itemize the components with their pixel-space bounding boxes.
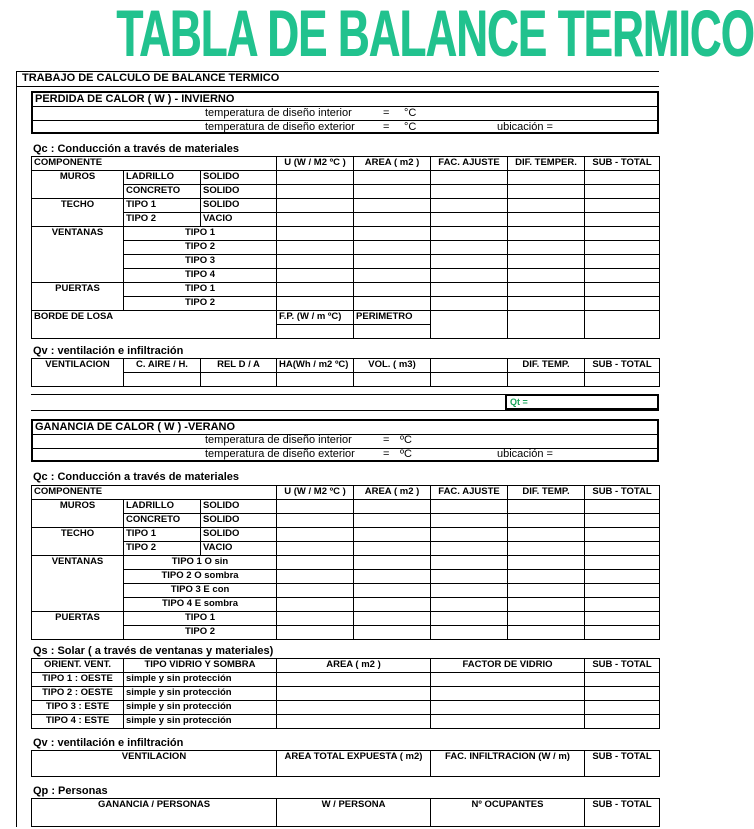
techo-label: TECHO [32, 199, 124, 213]
blank-cell [32, 570, 124, 584]
input-cell[interactable] [431, 373, 508, 387]
blank-cell [32, 297, 124, 311]
ventilacion-header: VENTILACION [32, 359, 124, 373]
input-cell[interactable] [508, 283, 585, 297]
input-cell[interactable] [354, 325, 431, 339]
input-cell[interactable] [354, 598, 431, 612]
blank-cell [32, 255, 124, 269]
input-cell[interactable] [354, 185, 431, 199]
input-cell[interactable] [431, 311, 508, 325]
solido-cell: SOLIDO [201, 185, 277, 199]
winter-temp-exterior: temperatura de diseño exterior [205, 121, 355, 133]
input-cell[interactable] [508, 612, 585, 626]
orient-cell: TIPO 3 : ESTE [32, 701, 124, 715]
winter-heading: PERDIDA DE CALOR ( W ) - INVIERNO [35, 93, 235, 105]
dif-temp-header: DIF. TEMP. [508, 359, 585, 373]
ventanas-label: VENTANAS [32, 227, 124, 241]
area-header: AREA ( m2 ) [354, 486, 431, 500]
equals-sign: = [383, 434, 390, 446]
input-cell[interactable] [431, 626, 508, 640]
solido-cell: SOLIDO [201, 199, 277, 213]
input-cell[interactable] [508, 570, 585, 584]
equals-sign: = [383, 107, 390, 119]
input-cell[interactable] [585, 311, 660, 325]
input-cell[interactable] [277, 227, 354, 241]
input-cell[interactable] [585, 584, 660, 598]
input-cell[interactable] [508, 626, 585, 640]
input-cell[interactable] [277, 269, 354, 283]
input-cell[interactable] [508, 598, 585, 612]
input-cell[interactable] [508, 528, 585, 542]
winter-temp-interior: temperatura de diseño interior [205, 107, 352, 119]
input-cell[interactable] [431, 269, 508, 283]
unit-label: °C [404, 121, 417, 133]
concreto-cell: CONCRETO [124, 185, 201, 199]
perimetro-header: PERIMETRO [354, 311, 431, 325]
input-cell[interactable] [585, 570, 660, 584]
input-cell[interactable] [431, 283, 508, 297]
summer-heading: GANANCIA DE CALOR ( W ) -VERANO [35, 421, 236, 433]
input-cell[interactable] [508, 255, 585, 269]
input-cell[interactable] [354, 612, 431, 626]
input-cell[interactable] [354, 283, 431, 297]
unit-label: ºC [400, 434, 412, 446]
input-cell[interactable] [585, 213, 660, 227]
qs-title: Qs : Solar ( a través de ventanas y materiales) [33, 645, 274, 657]
puertas-label: PUERTAS [32, 283, 124, 297]
muros-label: MUROS [32, 171, 124, 185]
tipo1-cell: TIPO 1 [124, 612, 277, 626]
input-cell[interactable] [354, 297, 431, 311]
input-cell[interactable] [354, 171, 431, 185]
input-cell[interactable] [431, 185, 508, 199]
input-cell[interactable] [431, 673, 585, 687]
input-cell[interactable] [431, 500, 508, 514]
tipo2-cell: TIPO 2 [124, 241, 277, 255]
input-cell[interactable] [431, 171, 508, 185]
glass-type-cell: simple y sin protección [124, 687, 277, 701]
input-cell[interactable] [431, 598, 508, 612]
orient-header: ORIENT. VENT. [32, 659, 124, 673]
ha-header: HA(Wh / m2 ºC) [277, 359, 354, 373]
subtotal-header: SUB - TOTAL [585, 659, 660, 673]
input-cell[interactable] [354, 570, 431, 584]
worksheet-title: TRABAJO DE CALCULO DE BALANCE TERMICO [22, 72, 280, 84]
input-cell[interactable] [277, 687, 431, 701]
input-cell[interactable] [354, 255, 431, 269]
blank-cell [32, 626, 124, 640]
ladrillo-cell: LADRILLO [124, 171, 201, 185]
summer-temp-exterior: temperatura de diseño exterior [205, 448, 355, 460]
solido-cell: SOLIDO [201, 514, 277, 528]
blank-cell [32, 241, 124, 255]
input-cell[interactable] [277, 185, 354, 199]
input-cell[interactable] [508, 514, 585, 528]
input-cell[interactable] [277, 556, 354, 570]
blank-cell [32, 514, 124, 528]
qp-title: Qp : Personas [33, 785, 108, 797]
people-table [31, 798, 660, 827]
input-cell[interactable] [431, 297, 508, 311]
input-cell[interactable] [585, 542, 660, 556]
input-cell[interactable] [431, 213, 508, 227]
window-type-cell: TIPO 4 E sombra [124, 598, 277, 612]
input-cell[interactable] [431, 701, 585, 715]
blank-cell [32, 185, 124, 199]
glass-type-cell: simple y sin protección [124, 673, 277, 687]
input-cell[interactable] [431, 241, 508, 255]
input-cell[interactable] [585, 673, 660, 687]
input-cell[interactable] [508, 500, 585, 514]
input-cell[interactable] [431, 715, 585, 729]
vol-header: VOL. ( m3) [354, 359, 431, 373]
tipo-vidrio-header: TIPO VIDRIO Y SOMBRA [124, 659, 277, 673]
blank-cell [32, 373, 124, 387]
input-cell[interactable] [508, 213, 585, 227]
blank-cell [32, 584, 124, 598]
input-cell[interactable] [277, 255, 354, 269]
glass-type-cell: simple y sin protección [124, 701, 277, 715]
input-cell[interactable] [354, 514, 431, 528]
equals-sign: = [383, 448, 390, 460]
input-cell[interactable] [354, 213, 431, 227]
ganancia-header: GANANCIA / PERSONAS [32, 799, 277, 827]
fac-infiltracion-header: FAC. INFILTRACION (W / m) [431, 751, 585, 777]
caire-header: C. AIRE / H. [124, 359, 201, 373]
winter-ventilation-table [31, 358, 660, 387]
winter-qv-title: Qv : ventilación e infiltración [33, 345, 184, 357]
blank-cell [32, 325, 277, 339]
input-cell[interactable] [354, 227, 431, 241]
window-type-cell: TIPO 1 O sin [124, 556, 277, 570]
window-type-cell: TIPO 3 E con [124, 584, 277, 598]
input-cell[interactable] [354, 528, 431, 542]
input-cell[interactable] [431, 528, 508, 542]
unit-label: °C [404, 107, 417, 119]
tipo2-cell: TIPO 2 [124, 542, 201, 556]
input-cell[interactable] [277, 598, 354, 612]
subtotal-header: SUB - TOTAL [585, 157, 660, 171]
subtotal-header: SUB - TOTAL [585, 359, 660, 373]
input-cell[interactable] [585, 297, 660, 311]
summer-qv-title: Qv : ventilación e infiltración [33, 737, 184, 749]
input-cell[interactable] [585, 598, 660, 612]
tipo1-cell: TIPO 1 [124, 528, 201, 542]
summer-ventilation-table [31, 750, 660, 777]
input-cell[interactable] [124, 373, 201, 387]
input-cell[interactable] [431, 612, 508, 626]
input-cell[interactable] [277, 199, 354, 213]
orient-cell: TIPO 1 : OESTE [32, 673, 124, 687]
area-expuesta-header: AREA TOTAL EXPUESTA ( m2) [277, 751, 431, 777]
input-cell[interactable] [585, 687, 660, 701]
tipo1-cell: TIPO 1 [124, 227, 277, 241]
input-cell[interactable] [431, 255, 508, 269]
subtotal-header: SUB - TOTAL [585, 486, 660, 500]
orient-cell: TIPO 4 : ESTE [32, 715, 124, 729]
location-label: ubicación = [497, 121, 553, 133]
input-cell[interactable] [277, 673, 431, 687]
input-cell[interactable] [431, 514, 508, 528]
input-cell[interactable] [277, 171, 354, 185]
input-cell[interactable] [277, 542, 354, 556]
area-header: AREA ( m2 ) [277, 659, 431, 673]
input-cell[interactable] [431, 570, 508, 584]
unit-label: ºC [400, 448, 412, 460]
page-title: TABLA DE BALANCE TERMICO [116, 0, 754, 70]
winter-qc-title: Qc : Conducción a través de materiales [33, 143, 240, 155]
w-persona-header: W / PERSONA [277, 799, 431, 827]
componente-header: COMPONENTE [32, 486, 277, 500]
input-cell[interactable] [277, 528, 354, 542]
input-cell[interactable] [585, 255, 660, 269]
muros-label: MUROS [32, 500, 124, 514]
input-cell[interactable] [431, 199, 508, 213]
ocupantes-header: Nº OCUPANTES [431, 799, 585, 827]
ladrillo-cell: LADRILLO [124, 500, 201, 514]
tipo2-cell: TIPO 2 [124, 213, 201, 227]
orient-cell: TIPO 2 : OESTE [32, 687, 124, 701]
subtotal-header: SUB - TOTAL [585, 799, 660, 827]
fac-ajuste-header: FAC. AJUSTE [431, 486, 508, 500]
concreto-cell: CONCRETO [124, 514, 201, 528]
summer-qc-title: Qc : Conducción a través de materiales [33, 471, 240, 483]
input-cell[interactable] [508, 311, 585, 325]
qt-total[interactable]: Qt = [505, 394, 659, 410]
left-border [16, 71, 17, 827]
input-cell[interactable] [354, 542, 431, 556]
input-cell[interactable] [508, 241, 585, 255]
summer-temp-interior: temperatura de diseño interior [205, 434, 352, 446]
puertas-label: PUERTAS [32, 612, 124, 626]
solar-table [31, 658, 660, 729]
tipo2-cell: TIPO 2 [124, 297, 277, 311]
vacio-cell: VACIO [201, 542, 277, 556]
ventilacion-header: VENTILACION [32, 751, 277, 777]
input-cell[interactable] [508, 227, 585, 241]
input-cell[interactable] [585, 373, 660, 387]
input-cell[interactable] [585, 185, 660, 199]
input-cell[interactable] [277, 701, 431, 715]
input-cell[interactable] [508, 297, 585, 311]
input-cell[interactable] [277, 241, 354, 255]
blank-cell [32, 542, 124, 556]
input-cell[interactable] [508, 325, 585, 339]
ventanas-label: VENTANAS [32, 556, 124, 570]
location-label: ubicación = [497, 448, 553, 460]
techo-label: TECHO [32, 528, 124, 542]
input-cell[interactable] [585, 556, 660, 570]
input-cell[interactable] [277, 584, 354, 598]
input-cell[interactable] [354, 241, 431, 255]
area-header: AREA ( m2 ) [354, 157, 431, 171]
solido-cell: SOLIDO [201, 171, 277, 185]
input-cell[interactable] [277, 514, 354, 528]
input-cell[interactable] [277, 500, 354, 514]
u-header: U (W / M2 ºC ) [277, 157, 354, 171]
subtotal-header: SUB - TOTAL [585, 751, 660, 777]
input-cell[interactable] [585, 500, 660, 514]
window-type-cell: TIPO 2 O sombra [124, 570, 277, 584]
input-cell[interactable] [277, 715, 431, 729]
rel-header: REL D / A [201, 359, 277, 373]
input-cell[interactable] [277, 297, 354, 311]
input-cell[interactable] [585, 269, 660, 283]
input-cell[interactable] [431, 584, 508, 598]
u-header: U (W / M2 ºC ) [277, 486, 354, 500]
input-cell[interactable] [508, 185, 585, 199]
input-cell[interactable] [508, 199, 585, 213]
input-cell[interactable] [354, 584, 431, 598]
input-cell[interactable] [508, 542, 585, 556]
input-cell[interactable] [277, 626, 354, 640]
tipo1-cell: TIPO 1 [124, 283, 277, 297]
input-cell[interactable] [431, 542, 508, 556]
input-cell[interactable] [277, 373, 354, 387]
input-cell[interactable] [354, 199, 431, 213]
input-cell[interactable] [354, 269, 431, 283]
solido-cell: SOLIDO [201, 500, 277, 514]
glass-type-cell: simple y sin protección [124, 715, 277, 729]
dif-temper-header: DIF. TEMPER. [508, 157, 585, 171]
solido-cell: SOLIDO [201, 528, 277, 542]
input-cell[interactable] [431, 556, 508, 570]
factor-vidrio-header: FACTOR DE VIDRIO [431, 659, 585, 673]
equals-sign: = [383, 121, 390, 133]
input-cell[interactable] [277, 570, 354, 584]
input-cell[interactable] [508, 269, 585, 283]
divider [16, 86, 659, 87]
input-cell[interactable] [354, 556, 431, 570]
input-cell[interactable] [354, 626, 431, 640]
input-cell[interactable] [585, 325, 660, 339]
input-cell[interactable] [585, 171, 660, 185]
input-cell[interactable] [508, 584, 585, 598]
input-cell[interactable] [431, 325, 508, 339]
blank-cell [32, 213, 124, 227]
input-cell[interactable] [354, 373, 431, 387]
fp-header: F.P. (W / m ºC) [277, 311, 354, 325]
input-cell[interactable] [585, 612, 660, 626]
tipo4-cell: TIPO 4 [124, 269, 277, 283]
input-cell[interactable] [201, 373, 277, 387]
blank-cell [32, 598, 124, 612]
input-cell[interactable] [508, 171, 585, 185]
summer-conduction-table [31, 485, 660, 640]
tipo3-cell: TIPO 3 [124, 255, 277, 269]
input-cell[interactable] [585, 715, 660, 729]
input-cell[interactable] [585, 626, 660, 640]
tipo2-cell: TIPO 2 [124, 626, 277, 640]
input-cell[interactable] [431, 687, 585, 701]
input-cell[interactable] [277, 612, 354, 626]
input-cell[interactable] [585, 241, 660, 255]
input-cell[interactable] [354, 500, 431, 514]
input-cell[interactable] [508, 373, 585, 387]
blank-cell [431, 359, 508, 373]
input-cell[interactable] [277, 213, 354, 227]
tipo1-cell: TIPO 1 [124, 199, 201, 213]
input-cell[interactable] [431, 227, 508, 241]
dif-temp-header: DIF. TEMP. [508, 486, 585, 500]
blank-cell [32, 269, 124, 283]
input-cell[interactable] [508, 556, 585, 570]
vacio-cell: VACIO [201, 213, 277, 227]
divider [31, 410, 659, 411]
borde-losa-label: BORDE DE LOSA [32, 311, 277, 325]
winter-conduction-table [31, 156, 660, 339]
input-cell[interactable] [585, 199, 660, 213]
input-cell[interactable] [585, 227, 660, 241]
input-cell[interactable] [277, 325, 354, 339]
input-cell[interactable] [585, 528, 660, 542]
input-cell[interactable] [585, 283, 660, 297]
input-cell[interactable] [585, 514, 660, 528]
fac-ajuste-header: FAC. AJUSTE [431, 157, 508, 171]
input-cell[interactable] [585, 701, 660, 715]
componente-header: COMPONENTE [32, 157, 277, 171]
input-cell[interactable] [277, 283, 354, 297]
